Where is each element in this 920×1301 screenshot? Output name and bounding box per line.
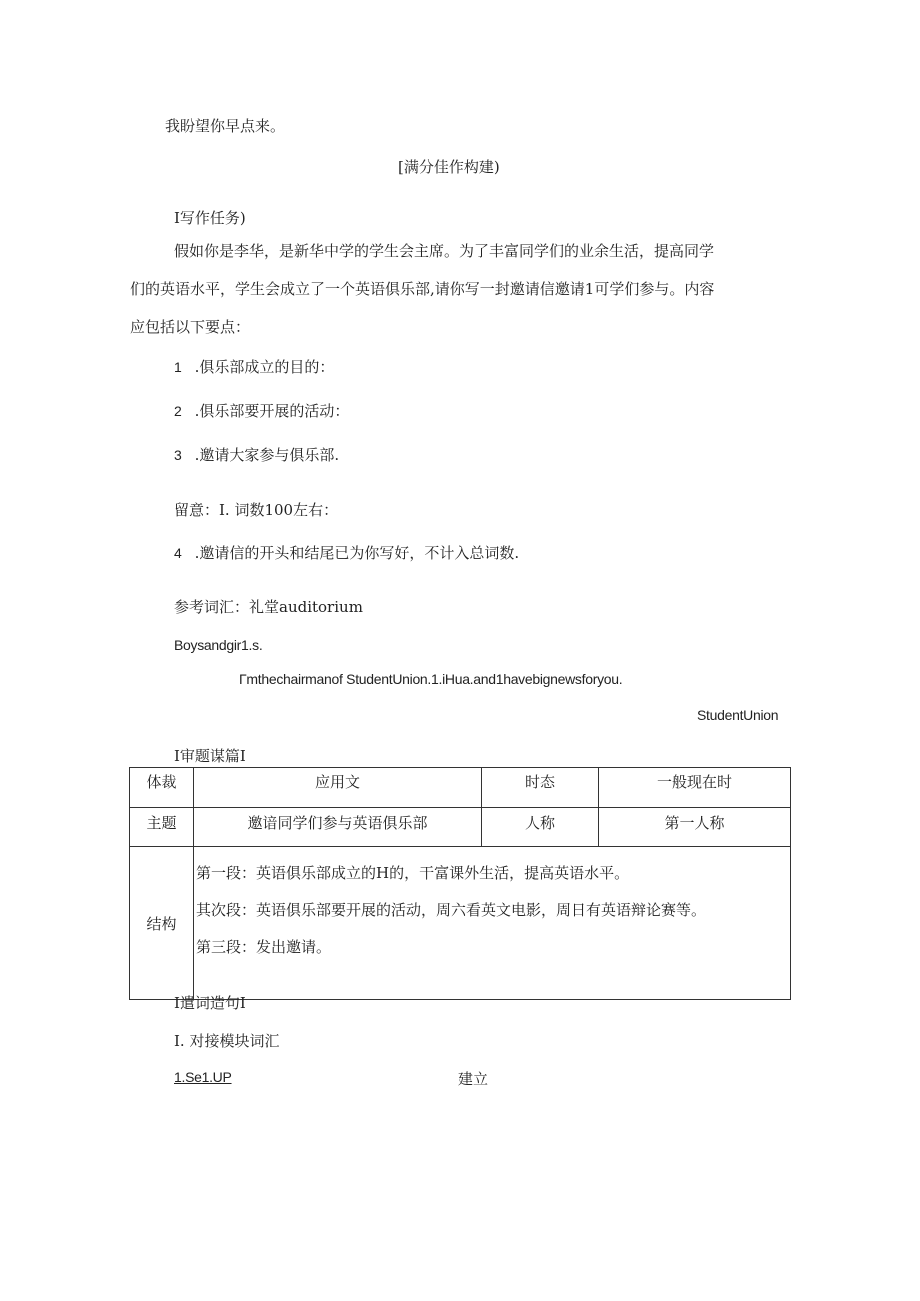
point-number: 1	[174, 359, 182, 375]
task-heading: I写作任务)	[174, 209, 246, 227]
genre-value: 应用文	[194, 768, 482, 808]
structure-paragraph-1: 第一段：英语俱乐部成立的H的，干富课外生活，提高英语水平。	[196, 864, 630, 882]
topic-label: 主题	[130, 808, 194, 847]
note-text: .邀请信的开头和结尾已为你写好，不计入总词数.	[194, 544, 520, 562]
person-label: 人称	[482, 808, 599, 847]
point-number: 3	[174, 447, 182, 463]
task-paragraph-line-3: 应包括以下要点：	[130, 318, 251, 336]
analysis-table	[129, 767, 791, 1000]
word-heading: I遣词造句I	[174, 994, 246, 1012]
vocab-meaning: 建立	[458, 1070, 489, 1088]
table-row	[130, 768, 791, 808]
structure-label: 结构	[130, 847, 194, 1000]
letter-greeting: Boysandgir1.s.	[174, 637, 263, 653]
task-paragraph-line-2: 们的英语水平，学生会成立了一个英语俱乐部,请你写一封邀请信邀请1可学们参与。内容	[130, 280, 715, 298]
genre-label: 体裁	[130, 768, 194, 808]
point-number: 2	[174, 403, 182, 419]
task-paragraph-line-1: 假如你是李华，是新华中学的学生会主席。为了丰富同学们的业余生活，提高同学	[174, 242, 715, 260]
point-text: .俱乐部要开展的活动：	[194, 402, 350, 420]
table-row	[130, 808, 791, 847]
point-item	[174, 400, 349, 421]
section-title: [满分佳作构建)	[398, 158, 500, 176]
tense-label: 时态	[482, 768, 599, 808]
review-heading: I审题谋篇I	[174, 747, 246, 765]
intro-line: 我盼望你早点来。	[165, 117, 286, 135]
structure-content	[194, 847, 791, 1000]
point-text: .俱乐部成立的目的：	[194, 358, 335, 376]
table-row	[130, 847, 791, 1000]
note-number: 4	[174, 545, 182, 561]
note-opening-closing	[174, 542, 519, 563]
vocab-term: 1.Se1.UP	[174, 1069, 232, 1085]
point-item	[174, 356, 334, 377]
tense-value: 一般现在时	[599, 768, 791, 808]
point-item	[174, 444, 339, 465]
structure-paragraph-3: 第三段：发出邀请。	[196, 938, 332, 956]
vocab-reference: 参考词汇：礼堂auditorium	[174, 598, 363, 616]
topic-value: 邀谙同学们参与英语俱乐部	[194, 808, 482, 847]
letter-signature: StudentUnion	[697, 707, 779, 723]
structure-paragraph-2: 其次段：英语俱乐部要开展的活动，周六看英文电影，周日有英语辩论赛等。	[196, 901, 707, 919]
note-word-count: 留意：I. 词数100左右：	[174, 501, 339, 519]
letter-opening: Γmthechairmanof StudentUnion.1.iHua.and1havebignewsforyou.	[239, 671, 623, 687]
point-text: .邀请大家参与俱乐部.	[194, 446, 340, 464]
vocab-module-heading: I. 对接模块词汇	[174, 1032, 280, 1050]
person-value: 第一人称	[599, 808, 791, 847]
